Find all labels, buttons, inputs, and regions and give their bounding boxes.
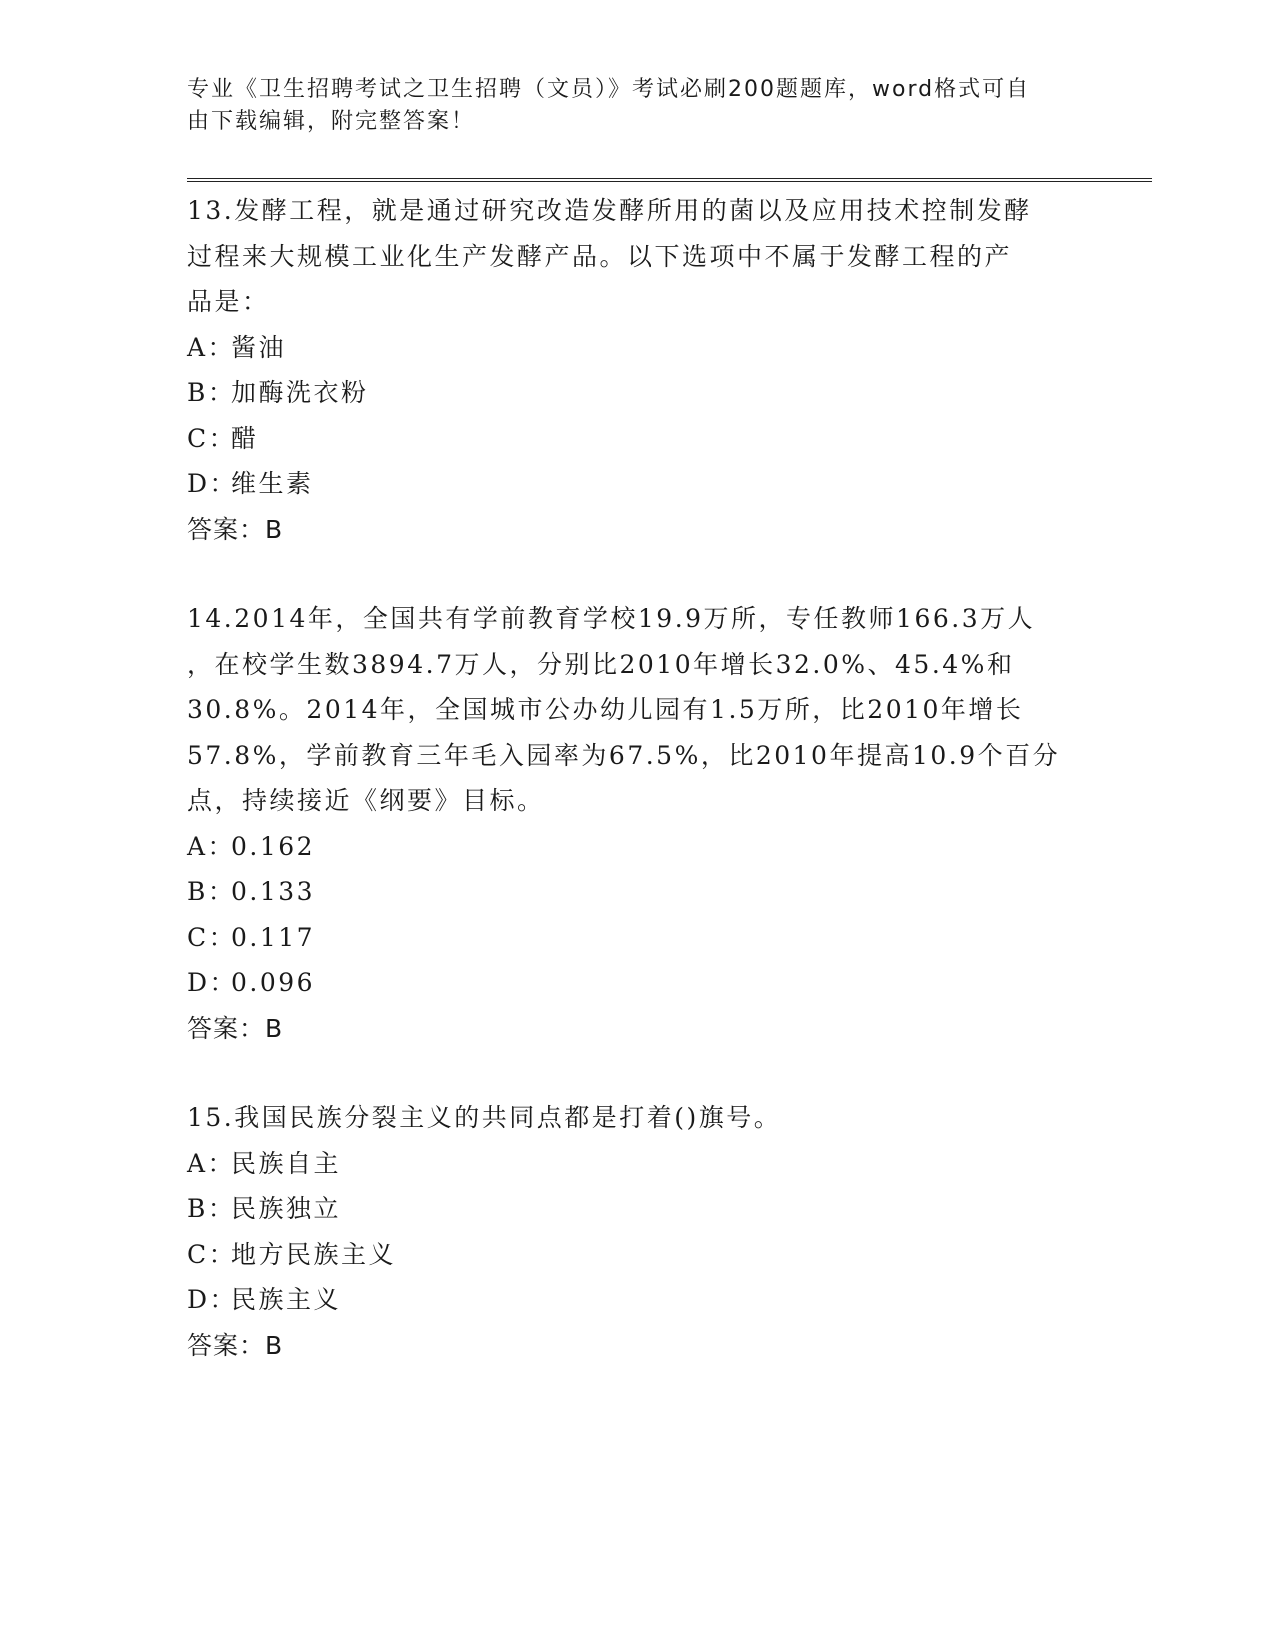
question-stem-line: 14.2014年，全国共有学前教育学校19.9万所，专任教师166.3万人 [187,604,1036,633]
option-key: D： [187,1285,238,1314]
header-line-1: 专业《卫生招聘考试之卫生招聘（文员）》考试必刷200题题库，word格式可自 [187,77,1031,102]
question-stem-line: 13.发酵工程，就是通过研究改造发酵所用的菌以及应用技术控制发酵 [187,196,1032,225]
option-text: 维生素 [231,469,314,498]
option-text: 0.133 [231,877,316,906]
option-key: B： [187,877,236,906]
question-stem-line: ，在校学生数3894.7万人，分别比2010年增长32.0%、45.4%和 [187,649,1015,679]
header-divider [187,178,1152,182]
option-a [187,325,1087,371]
option-text: 民族主义 [231,1285,342,1314]
answer-line: 答案：B [187,514,284,544]
option-text: 0.117 [231,922,316,952]
option-key: D： [187,469,238,498]
option-key: A： [187,831,236,861]
question-stem-line: 过程来大规模工业化生产发酵产品。以下选项中不属于发酵工程的产 [187,241,1013,271]
option-key: B： [187,1194,236,1223]
header-line-2: 由下载编辑，附完整答案！ [187,109,476,134]
option-key: A： [187,1148,236,1178]
option-text: 加酶洗衣粉 [231,378,369,407]
option-text: 民族独立 [231,1194,342,1223]
option-b [187,869,1087,915]
question-stem-line: 品是： [187,287,270,316]
option-key: B： [187,378,236,407]
option-key: D： [187,968,238,997]
option-d [187,1277,1087,1323]
option-key: A： [187,332,236,362]
option-c [187,915,1087,961]
option-text: 酱油 [231,332,287,362]
question-stem-line: 57.8%，学前教育三年毛入园率为67.5%，比2010年提高10.9个百分 [187,740,1061,770]
option-key: C： [187,423,237,453]
option-text: 地方民族主义 [231,1239,397,1269]
option-d [187,960,1087,1006]
question-stem-line: 15.我国民族分裂主义的共同点都是打着()旗号。 [187,1103,782,1132]
option-a [187,1141,1087,1187]
option-c [187,416,1087,462]
answer-line: 答案：B [187,1330,284,1360]
question-stem-line: 30.8%。2014年，全国城市公办幼儿园有1.5万所，比2010年增长 [187,695,1024,724]
question-spacer [187,552,1087,596]
option-a [187,824,1087,870]
option-text: 0.096 [231,968,316,997]
option-d [187,461,1087,507]
document-header [187,74,1067,138]
option-key: C： [187,922,237,952]
option-text: 醋 [231,423,259,453]
question-14 [187,596,1087,1051]
question-spacer [187,1051,1087,1095]
question-15 [187,1095,1087,1368]
option-b [187,370,1087,416]
question-list [187,188,1087,1368]
option-text: 民族自主 [231,1148,342,1178]
option-b [187,1186,1087,1232]
answer-line: 答案：B [187,1013,284,1043]
option-key: C： [187,1239,237,1269]
option-text: 0.162 [231,831,316,861]
question-stem-line: 点，持续接近《纲要》目标。 [187,786,545,815]
question-13 [187,188,1087,552]
option-c [187,1232,1087,1278]
